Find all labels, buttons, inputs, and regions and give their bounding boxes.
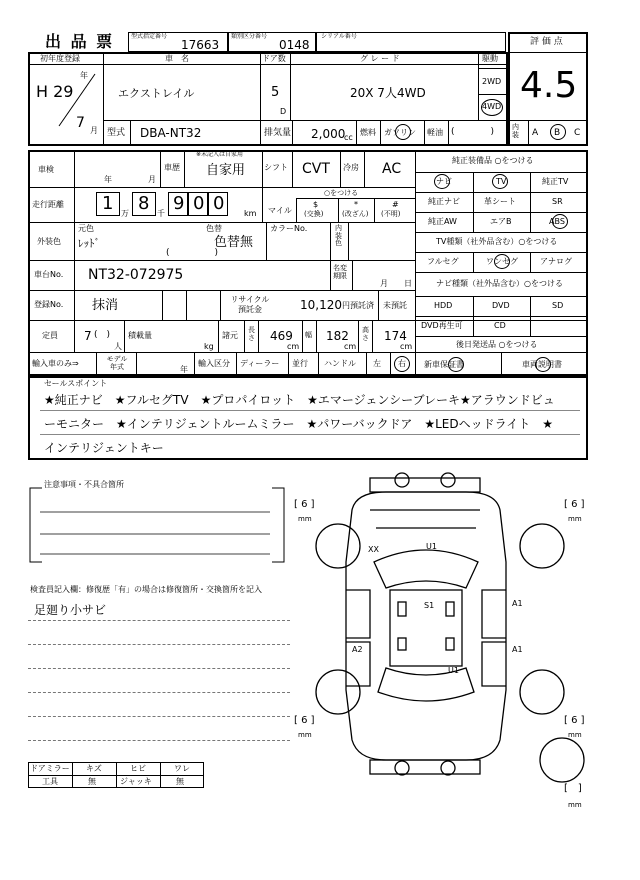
footer-value: 無 (176, 777, 184, 786)
wheel-rear-left (316, 670, 360, 714)
later-manual-circle (535, 357, 551, 372)
tv-fullseg: フルセグ (427, 257, 459, 266)
tread-value: [ 6 ] (294, 499, 315, 510)
windshield (374, 550, 478, 588)
damage-mark: A1 (512, 599, 523, 608)
notes-bracket (26, 484, 288, 566)
later-warranty: 新車保証書 (424, 360, 464, 369)
load-label: 積載量 (128, 331, 152, 340)
load-kg: kg (204, 342, 214, 351)
car-name-label: 車 名 (165, 54, 189, 63)
tread-value: [ 6 ] (564, 499, 585, 510)
mileage-man: 万 (121, 209, 129, 218)
footer-value: 無 (88, 777, 96, 786)
height-value: 174 (384, 329, 407, 343)
usage-label: 車歴 (164, 163, 180, 172)
mileage-sen: 千 (157, 209, 165, 218)
later-manual: 車両説明書 (522, 360, 562, 369)
spare-tire (540, 738, 584, 782)
fuel-diesel: 軽油 (427, 128, 443, 137)
model-cert-label: 型式指定番号 (131, 33, 168, 40)
sales-point-line: ★純正ナビ ★フルセグTV ★プロパイロット ★エマージェンシーブレーキ★アラウンドビュ (44, 393, 555, 407)
car-diagram (290, 470, 590, 800)
recycle-value: 10,120 (300, 298, 342, 312)
capacity-person: 人 (114, 342, 122, 351)
mileage-circle-note: ○をつける (324, 189, 359, 197)
interior-a: A (532, 128, 539, 138)
mileage-opt-label: (不明) (381, 210, 401, 218)
equip-leather: 革シート (484, 197, 516, 206)
navi-sd: SD (552, 301, 564, 310)
mileage-km: km (244, 209, 257, 218)
expire-day: 日 (404, 279, 412, 288)
mileage-digit: 8 (138, 193, 150, 214)
width-label: 幅 (305, 331, 312, 339)
tread-value: [ 6 ] (564, 715, 585, 726)
left-front-door (346, 590, 370, 638)
rear-window (378, 668, 474, 701)
recycle-unpaid: 未預託 (383, 301, 407, 310)
dims-label: 諸元 (222, 331, 238, 340)
wheel-front-right (520, 524, 564, 568)
drive-label: 駆動 (482, 54, 498, 63)
width-cm: cm (344, 342, 357, 351)
navi-hdd: HDD (434, 301, 453, 310)
ac-label: 冷房 (343, 163, 359, 172)
mileage-digit: 0 (193, 193, 205, 214)
damage-mark: XX (368, 545, 379, 554)
wheel-rear-right (520, 670, 564, 714)
fuel-gasoline: ガソリン (384, 128, 416, 137)
score-value: 4.5 (520, 65, 578, 106)
serial-box (316, 32, 506, 52)
usage-value: 自家用 (206, 163, 246, 178)
right-front-door (482, 590, 506, 638)
inspector-label: 検査員記入欄：修復歴「有」の場合は修復箇所・交換箇所を記入 (30, 585, 262, 594)
equip-airbag: エアB (490, 217, 512, 226)
height-cm: cm (400, 342, 413, 351)
colorno-label: カラーNo. (270, 224, 308, 233)
drive-4wd: 4WD (482, 102, 502, 111)
grade-value: 20X 7人4WD (350, 86, 426, 100)
category-box (228, 32, 316, 52)
handle-label: ハンドル (324, 359, 356, 368)
tread-mm: mm (568, 515, 582, 523)
displacement-value: 2,000 (311, 127, 346, 141)
handle-right: 右 (398, 359, 406, 368)
length-label: 長さ (248, 326, 255, 343)
equip-abs: ABS (549, 217, 565, 226)
usage-note: ※未記入は自家用 (196, 151, 244, 158)
tv-analog: アナログ (540, 257, 572, 266)
tread-mm: mm (298, 515, 312, 523)
wheel-front-left (316, 524, 360, 568)
registration-label: 登録No. (34, 300, 64, 309)
sales-point-label: セールスポイント (44, 379, 108, 388)
model-year-label: モデル年式 (106, 355, 128, 372)
damage-mark: U1 (426, 542, 437, 551)
equip-navi: ナビ (436, 177, 452, 186)
displacement-cc: cc (344, 133, 353, 142)
handle-right-circle (394, 356, 410, 372)
model-label: 型式 (107, 128, 126, 138)
damage-mark: A1 (512, 645, 523, 654)
doors-value: 5 (271, 85, 280, 100)
inspection-month: 月 (148, 175, 156, 184)
footer-header: ワレ (174, 764, 190, 773)
navi-cd: CD (494, 321, 506, 330)
fuel-label: 燃料 (360, 128, 376, 137)
shift-label: シフト (264, 163, 288, 172)
import-parallel: 並行 (292, 359, 308, 368)
navi-dvd-play: DVD再生可 (421, 321, 463, 330)
equip-tv-circle (492, 174, 508, 189)
ac-value: AC (382, 161, 402, 177)
sales-point-line: ーモニター ★インテリジェントルームミラー ★パワーバックドア ★LEDヘッドライト ★ (44, 417, 553, 431)
current-color-label: 色替 (206, 224, 222, 233)
equip-tv: TV (496, 177, 507, 186)
current-color: 色替無 (214, 235, 254, 250)
interior-c: C (574, 128, 581, 138)
displacement-label: 排気量 (264, 128, 292, 138)
capacity-paren: ( ) (94, 330, 111, 340)
serial-label: シリアル番号 (321, 33, 357, 40)
chassis-label: 車台No. (34, 270, 64, 279)
doors-label: ドア数 (262, 54, 286, 63)
footer-value: ジャッキ (120, 777, 152, 786)
footer-value: 工具 (42, 777, 58, 786)
score-label: 評 価 点 (530, 37, 563, 47)
navi-type-title: ナビ種類（社外品含む）○をつける (436, 279, 563, 288)
mileage-opt-sym: # (392, 200, 399, 209)
form-title: 出 品 票 (45, 32, 115, 51)
category-no: 0148 (279, 38, 310, 52)
mileage-opt-label: (交換) (304, 210, 324, 218)
later-warranty-circle (448, 357, 464, 372)
sales-point-line: インテリジェントキー (44, 441, 164, 455)
inspection-label: 車検 (38, 165, 54, 174)
handle-left: 左 (373, 359, 381, 368)
later-title: 後日発送品 ○をつける (456, 340, 538, 349)
damage-mark: A2 (352, 645, 363, 654)
damage-mark: S1 (424, 601, 435, 610)
capacity-label: 定員 (42, 331, 58, 340)
chassis-value: NT32-072975 (88, 267, 184, 283)
first-reg-month: 7 (76, 115, 85, 131)
first-reg-month-suffix: 月 (90, 126, 98, 135)
rear-bumper (370, 760, 480, 774)
fuel-gasoline-circle (395, 124, 411, 140)
navi-dvd: DVD (492, 301, 510, 310)
capacity-value: 7 (84, 329, 92, 343)
front-bumper (370, 478, 480, 492)
inspection-year: 年 (104, 175, 112, 184)
inner-color-label: 内装色 (335, 224, 342, 248)
model-cert-no: 17663 (181, 38, 220, 52)
length-cm: cm (287, 342, 300, 351)
tv-oneseg: ワンセグ (486, 257, 518, 266)
car-name: エクストレイル (118, 87, 195, 100)
mileage-digit: 1 (102, 193, 114, 214)
mileage-opt-label: (改ざん) (342, 210, 369, 218)
mileage-opt-sym: $ (313, 200, 319, 209)
interior-b: B (554, 128, 561, 138)
tv-type-title: TV種類（社外品含む）○をつける (436, 237, 558, 246)
tv-oneseg-circle (494, 254, 510, 269)
model-value: DBA-NT32 (140, 126, 202, 140)
footer-header: ヒビ (130, 764, 146, 773)
expire-month: 月 (380, 279, 388, 288)
spare-tread: [ ] (564, 783, 582, 794)
import-cat-label: 輸入区分 (198, 359, 230, 368)
orig-color: ﾚｯﾄﾞ (78, 237, 100, 250)
door-type: D (280, 107, 287, 116)
equip-navi-circle (434, 174, 450, 189)
category-label: 類別区分番号 (231, 33, 268, 40)
inspector-text: 足廻り小サビ (34, 603, 107, 617)
footer-header: ドアミラー (30, 764, 70, 773)
drive-4wd-circle (481, 99, 503, 116)
color-label: 外装色 (37, 237, 61, 246)
mileage-digit: 0 (213, 193, 225, 214)
notes-label: 注意事項・不具合箇所 (44, 480, 124, 489)
equipment-title: 純正装備品 ○をつける (452, 156, 534, 165)
equip-aw: 純正AW (428, 217, 457, 226)
length-value: 469 (270, 329, 293, 343)
first-reg-era: H 29 (36, 82, 74, 101)
current-color-paren: ( ) (166, 248, 219, 258)
recycle-suffix: 円預託済 (342, 301, 374, 310)
orig-color-label: 元色 (78, 224, 94, 233)
mileage-mile: マイル (268, 206, 292, 215)
tread-mm: mm (298, 731, 312, 739)
grade-label: グ レ ー ド (360, 54, 400, 63)
mileage-label: 走行距離 (32, 200, 64, 209)
tread-value: [ 6 ] (294, 715, 315, 726)
interior-label: 内装 (512, 123, 519, 139)
tread-mm: mm (568, 801, 582, 809)
model-cert-box (128, 32, 228, 52)
expire-label: 名変期限 (333, 264, 347, 281)
registration-value: 抹消 (92, 298, 119, 313)
equip-genuine-navi: 純正ナビ (428, 197, 460, 206)
equip-genuine-tv: 純正TV (542, 177, 569, 186)
footer-header: キズ (86, 764, 102, 773)
first-reg-label: 初年度登録 (40, 54, 80, 63)
import-dealer: ディーラー (240, 359, 280, 368)
tread-mm: mm (568, 731, 582, 739)
mileage-digit: 9 (173, 193, 185, 214)
model-year-suffix: 年 (180, 365, 188, 374)
equip-abs-circle (552, 214, 568, 229)
first-reg-year-suffix: 年 (80, 71, 88, 80)
width-value: 182 (326, 329, 349, 343)
recycle-label: リサイクル預託金 (230, 295, 270, 314)
mileage-opt-sym: * (354, 200, 358, 209)
equip-sr: SR (552, 197, 563, 206)
damage-mark: U1 (448, 666, 459, 675)
shift-value: CVT (302, 161, 330, 177)
import-label: 輸入車のみ⇒ (32, 359, 79, 368)
height-label: 高さ (362, 326, 369, 343)
drive-2wd: 2WD (482, 77, 502, 86)
right-rear-door (482, 642, 506, 686)
